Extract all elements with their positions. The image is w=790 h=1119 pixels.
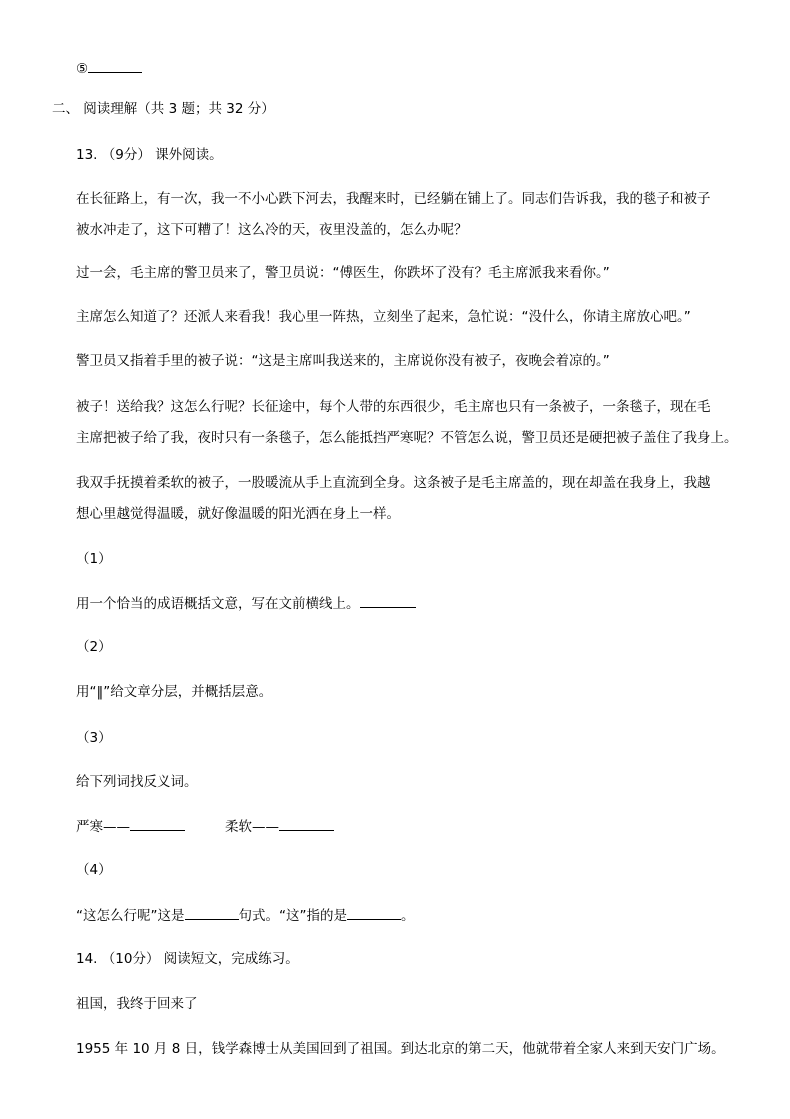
answer-blank[interactable] — [185, 905, 239, 920]
answer-blank[interactable] — [130, 816, 185, 831]
passage-paragraph: 1955 年 10 月 8 日，钱学森博士从美国回到了祖国。到达北京的第二天，他就带着全家人来到天安门广场。 — [76, 1041, 725, 1057]
answer-blank[interactable] — [88, 58, 142, 73]
passage-paragraph: 被子！送给我？这怎么行呢？长征途中，每个人带的东西很少，毛主席也只有一条被子，一条毯子，现在毛 — [76, 399, 711, 415]
passage-paragraph: 我双手抚摸着柔软的被子，一股暖流从手上直流到全身。这条被子是毛主席盖的，现在却盖在我身上，我越 — [76, 475, 711, 491]
passage-paragraph: 被水冲走了，这下可糟了！这么冷的天，夜里没盖的，怎么办呢？ — [76, 222, 468, 238]
subquestion-number: （1） — [76, 551, 112, 567]
subquestion-3: 给下列词找反义词。 — [76, 774, 198, 790]
answer-line-5: ⑤ — [76, 58, 750, 79]
passage-paragraph: 主席怎么知道了？还派人来看我！我心里一阵热，立刻坐了起来，急忙说：“没什么，你请主席放心吧。” — [76, 309, 691, 325]
answer-blank[interactable] — [279, 816, 334, 831]
subquestion-2: 用“‖”给文章分层，并概括层意。 — [76, 684, 273, 700]
subquestion-1: 用一个恰当的成语概括文意，写在文前横线上。 — [76, 593, 750, 614]
question-14-header: 14. （10分） 阅读短文，完成练习。 — [76, 951, 299, 967]
passage-title: 祖国，我终于回来了 — [76, 996, 198, 1012]
subquestion-4: “这怎么行呢”这是 句式。“这”指的是 。 — [76, 905, 750, 926]
passage-paragraph: 过一会，毛主席的警卫员来了，警卫员说：“傅医生，你跌坏了没有？毛主席派我来看你。” — [76, 265, 610, 281]
section-heading: 二、 阅读理解（共 3 题；共 32 分） — [52, 101, 275, 117]
answer-blank[interactable] — [347, 905, 401, 920]
passage-paragraph: 在长征路上，有一次，我一不小心跌下河去，我醒来时，已经躺在铺上了。同志们告诉我，我的毯子和被子 — [76, 191, 711, 207]
passage-paragraph: 主席把被子给了我，夜时只有一条毯子，怎么能抵挡严寒呢？不管怎么说，警卫员还是硬把被子盖住了我身上。 — [76, 430, 738, 446]
antonym-row: 严寒—— 柔软—— — [76, 816, 750, 837]
question-13-header: 13. （9分） 课外阅读。 — [76, 147, 223, 163]
passage-paragraph: 警卫员又指着手里的被子说：“这是主席叫我送来的，主席说你没有被子，夜晚会着凉的。” — [76, 353, 610, 369]
subquestion-number: （3） — [76, 730, 112, 746]
passage-paragraph: 想心里越觉得温暖，就好像温暖的阳光洒在身上一样。 — [76, 506, 400, 522]
answer-blank[interactable] — [360, 593, 416, 608]
subquestion-number: （2） — [76, 639, 112, 655]
subquestion-number: （4） — [76, 862, 112, 878]
